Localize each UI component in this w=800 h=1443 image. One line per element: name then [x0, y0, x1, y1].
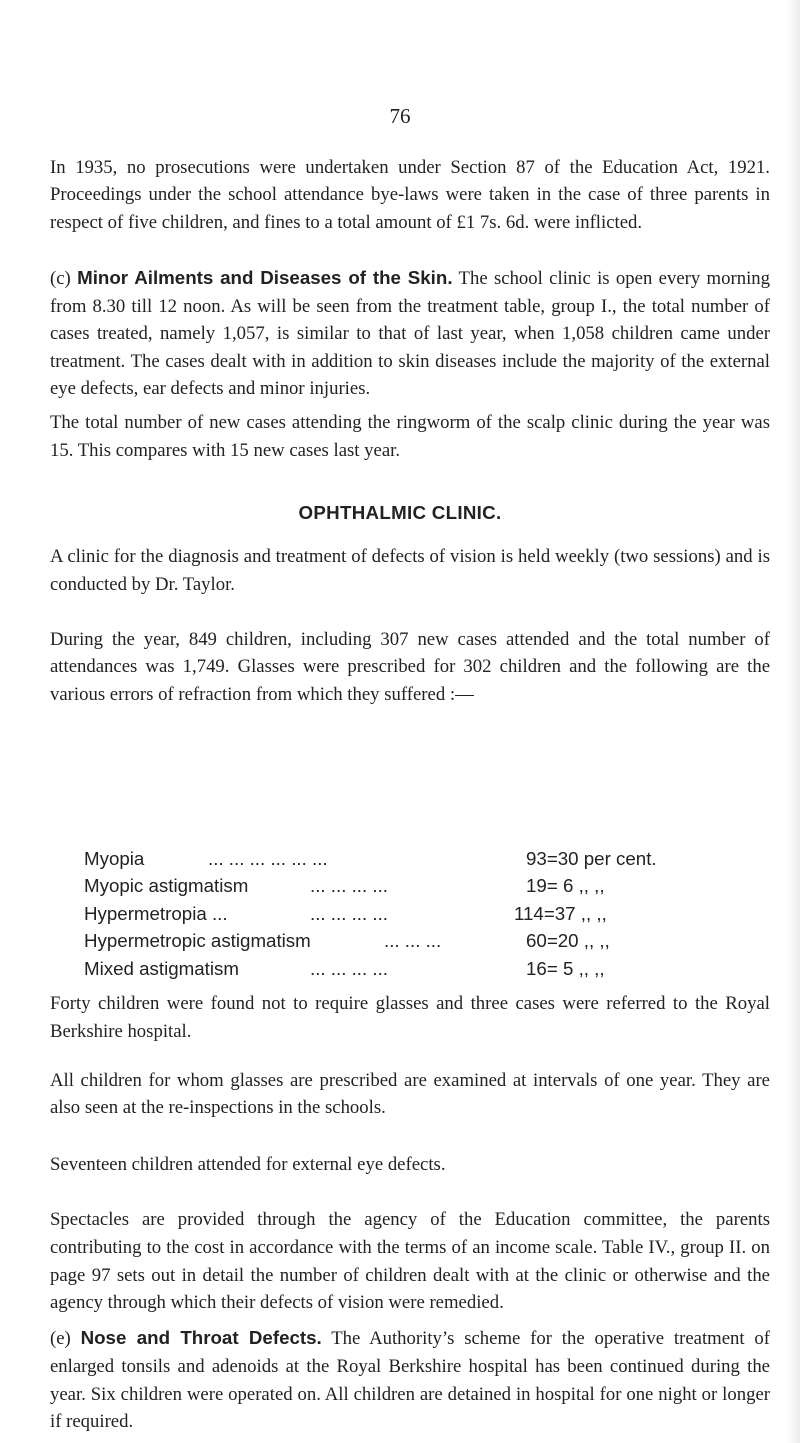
leader-dots: ... ... ... ... [310, 958, 389, 979]
page-number: 76 [389, 104, 411, 128]
refraction-errors-list [84, 845, 784, 983]
minor-ailments-heading: Minor Ailments and Diseases of the Skin. [77, 267, 453, 289]
paragraph-spectacles: Spectacles are provided through the agency of the Education committee, the parents contributing to the cost in accordance with the terms of an income scale. Table IV., group II. on page 97 sets out in detail the number of children dealt with at the clinic or otherwise and the agency through which their defects of vision were remedied. [50, 1209, 770, 1314]
error-label: Hypermetropia ... [84, 902, 228, 924]
paragraph-ringworm: The total number of new cases attending the ringworm of the scalp clinic during the year was 15. This compares with 15 new cases last year. [50, 412, 770, 461]
error-label: Myopia [84, 847, 145, 869]
section-label-c: (c) [50, 268, 71, 290]
list-item [84, 927, 784, 955]
paragraph-minor-ailments [50, 264, 770, 403]
error-label: Hypermetropic astigmatism [84, 930, 311, 952]
leader-dots: ... ... ... ... ... ... [208, 847, 328, 869]
paragraph-prosecutions: In 1935, no prosecutions were undertaken under Section 87 of the Education Act, 1921. Proceedings under the school attendance bye-laws were taken in the case of three parents in respect of five children, and fines to a total amount of £1 7s. 6d. were inflicted. [50, 156, 770, 233]
list-item [84, 955, 784, 983]
section-label-e: (e) [50, 1328, 71, 1350]
error-label: Mixed astigmatism [84, 958, 239, 979]
error-value: 114=37 ,, ,, [514, 902, 607, 924]
error-value: 19= 6 ,, ,, [526, 875, 605, 897]
nose-throat-heading: Nose and Throat Defects. [80, 1327, 322, 1349]
paragraph-clinic-vision: A clinic for the diagnosis and treatment of defects of vision is held weekly (two sessions) and is conducted by Dr. Taylor. [50, 546, 770, 595]
error-value: 93=30 per cent. [526, 847, 657, 869]
paragraph-intervals: All children for whom glasses are prescribed are examined at intervals of one year. They are also seen at the re-inspections in the schools. [50, 1069, 770, 1119]
error-value: 16= 5 ,, ,, [526, 958, 605, 979]
leader-dots: ... ... ... ... [310, 902, 389, 924]
nose-throat-text: The Authority’s scheme for the operative treatment of enlarged tonsils and adenoids at the Royal Berkshire hospital has been continued during the year. Six children were operated on. All children are detained in hospital for one night or longer if required. [50, 1328, 771, 1433]
list-item [84, 845, 784, 873]
paragraph-external-eye: Seventeen children attended for external eye defects. [50, 1154, 446, 1176]
paragraph-attendances: During the year, 849 children, including 307 new cases attended and the total number of attendances was 1,749. Glasses were prescribed for 302 children and the following are the various errors of refraction from which they suffered :— [50, 628, 770, 705]
error-label: Myopic astigmatism [84, 875, 249, 897]
paragraph-nose-throat [50, 1324, 770, 1435]
minor-ailments-text: The school clinic is open every morning from 8.30 till 12 noon. As will be seen from the treatment table, group I., the total number of cases treated, namely 1,057, is similar to that of last year, when 1,058 children came under treatment. The cases dealt with in addition to skin diseases include the majority of the external eye defects, ear defects and minor injuries. [50, 268, 770, 400]
page-edge-shadow [786, 0, 800, 1443]
list-item [84, 872, 784, 900]
leader-dots: ... ... ... ... [310, 875, 389, 897]
error-value: 60=20 ,, ,, [526, 930, 610, 952]
leader-dots: ... ... ... [384, 930, 442, 952]
list-item [84, 900, 784, 928]
ophthalmic-clinic-title: OPHTHALMIC CLINIC. [298, 502, 502, 524]
paragraph-no-glasses: Forty children were found not to require glasses and three cases were referred to the Royal Berkshire hospital. [50, 993, 770, 1042]
